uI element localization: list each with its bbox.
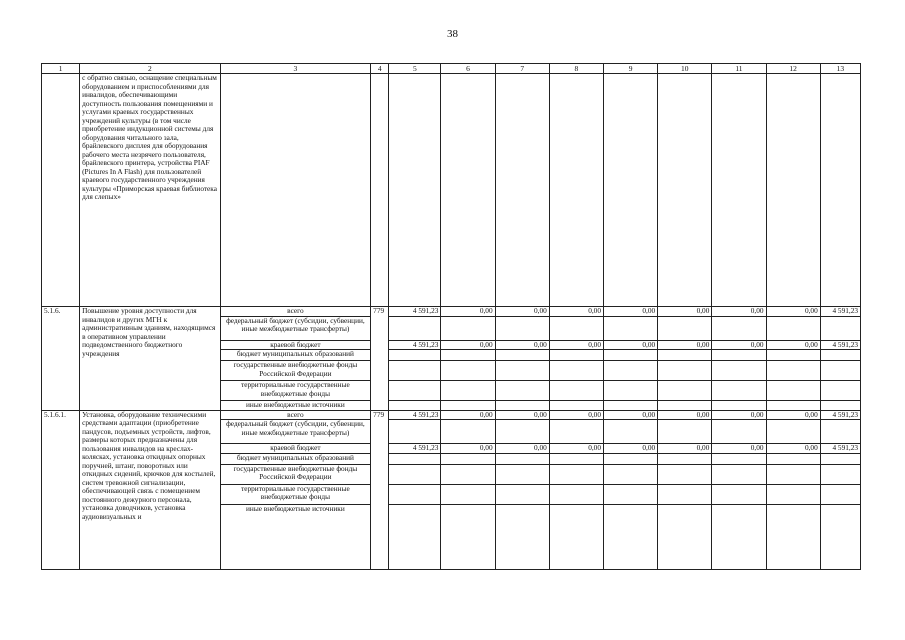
amount-cell	[712, 420, 766, 444]
amount-cell	[820, 381, 860, 401]
amount-cell	[820, 504, 860, 569]
amount-cell: 0,00	[603, 410, 657, 420]
amount-cell	[658, 350, 712, 361]
amount-cell	[549, 381, 603, 401]
amount-cell: 0,00	[441, 410, 495, 420]
amount-cell	[495, 401, 549, 411]
funding-source: краевой бюджет	[220, 340, 371, 350]
amount-cell	[441, 316, 495, 340]
amount-cell	[389, 381, 441, 401]
budget-table	[41, 63, 861, 570]
amount-cell	[389, 464, 441, 484]
header-cell: 6	[441, 64, 495, 74]
header-cell: 7	[495, 64, 549, 74]
amount-cell	[712, 464, 766, 484]
item-code: 5.1.6.1.	[42, 410, 80, 569]
amount-cell: 0,00	[658, 410, 712, 420]
amount-cell	[389, 401, 441, 411]
table-cell	[712, 74, 766, 307]
amount-cell	[549, 453, 603, 464]
amount-cell	[712, 453, 766, 464]
amount-cell: 0,00	[712, 340, 766, 350]
amount-cell: 0,00	[495, 340, 549, 350]
funding-source: федеральный бюджет (субсидии, субвенции, иные межбюджетные трансферты)	[220, 316, 371, 340]
amount-cell: 0,00	[549, 340, 603, 350]
item-code: 5.1.6.	[42, 307, 80, 411]
table-row	[42, 410, 861, 420]
amount-cell: 4 591,23	[820, 340, 860, 350]
amount-cell	[820, 453, 860, 464]
amount-cell	[766, 381, 820, 401]
amount-cell	[549, 316, 603, 340]
amount-cell	[820, 316, 860, 340]
amount-cell	[495, 420, 549, 444]
funding-source: всего	[220, 410, 371, 420]
amount-cell	[441, 484, 495, 504]
amount-cell	[549, 464, 603, 484]
header-cell: 3	[220, 64, 371, 74]
header-cell: 13	[820, 64, 860, 74]
amount-cell	[603, 361, 657, 381]
amount-cell	[441, 401, 495, 411]
amount-cell: 0,00	[712, 444, 766, 454]
amount-cell	[766, 361, 820, 381]
amount-cell	[495, 484, 549, 504]
amount-cell: 4 591,23	[389, 307, 441, 317]
funding-source: краевой бюджет	[220, 444, 371, 454]
amount-cell	[658, 504, 712, 569]
amount-cell	[603, 464, 657, 484]
item-title: Повышение уровня доступности для инвалидов и других МГН к административным зданиям, находящимся в оперативном управлении подведомственного бюджетного учреждения	[80, 307, 221, 411]
table-cell	[549, 74, 603, 307]
amount-cell: 0,00	[495, 410, 549, 420]
amount-cell	[389, 361, 441, 381]
amount-cell: 4 591,23	[820, 307, 860, 317]
amount-cell	[658, 484, 712, 504]
amount-cell	[766, 484, 820, 504]
amount-cell	[712, 350, 766, 361]
amount-cell: 0,00	[441, 340, 495, 350]
amount-cell	[603, 504, 657, 569]
amount-cell	[441, 420, 495, 444]
header-cell: 11	[712, 64, 766, 74]
header-cell: 1	[42, 64, 80, 74]
table-cell	[42, 74, 80, 307]
amount-cell	[603, 420, 657, 444]
funding-source: иные внебюджетные источники	[220, 401, 371, 411]
header-cell: 10	[658, 64, 712, 74]
amount-cell	[603, 484, 657, 504]
amount-cell	[549, 361, 603, 381]
amount-cell	[820, 464, 860, 484]
table-cell	[441, 74, 495, 307]
amount-cell	[389, 316, 441, 340]
amount-cell: 0,00	[603, 340, 657, 350]
table-cell	[495, 74, 549, 307]
amount-cell	[441, 464, 495, 484]
amount-cell: 4 591,23	[820, 410, 860, 420]
amount-cell	[495, 381, 549, 401]
amount-cell: 0,00	[766, 307, 820, 317]
amount-cell	[389, 420, 441, 444]
amount-cell: 0,00	[603, 307, 657, 317]
amount-cell	[766, 316, 820, 340]
funding-source: бюджет муниципальных образований	[220, 350, 371, 361]
table-cell	[389, 74, 441, 307]
amount-cell	[441, 504, 495, 569]
funding-source: федеральный бюджет (субсидии, субвенции, иные межбюджетные трансферты)	[220, 420, 371, 444]
amount-cell	[712, 504, 766, 569]
amount-cell	[549, 504, 603, 569]
amount-cell: 0,00	[658, 444, 712, 454]
amount-cell	[820, 361, 860, 381]
amount-cell	[389, 350, 441, 361]
amount-cell	[549, 420, 603, 444]
amount-cell: 4 591,23	[820, 444, 860, 454]
amount-cell	[441, 453, 495, 464]
header-cell: 9	[603, 64, 657, 74]
amount-cell	[603, 316, 657, 340]
funding-source: бюджет муниципальных образований	[220, 453, 371, 464]
funding-source: государственные внебюджетные фонды Российской Федерации	[220, 361, 371, 381]
header-row	[42, 64, 861, 74]
header-cell: 12	[766, 64, 820, 74]
amount-cell	[389, 453, 441, 464]
amount-cell: 4 591,23	[389, 410, 441, 420]
amount-cell	[603, 453, 657, 464]
amount-cell: 0,00	[766, 444, 820, 454]
amount-cell	[820, 420, 860, 444]
continued-row	[42, 74, 861, 307]
header-cell: 5	[389, 64, 441, 74]
column-4-code: 779	[371, 307, 389, 411]
table-cell	[766, 74, 820, 307]
amount-cell	[712, 484, 766, 504]
amount-cell	[766, 420, 820, 444]
amount-cell	[766, 350, 820, 361]
page-number: 38	[447, 28, 458, 40]
amount-cell	[712, 316, 766, 340]
amount-cell	[658, 361, 712, 381]
amount-cell: 0,00	[549, 307, 603, 317]
amount-cell: 4 591,23	[389, 444, 441, 454]
table-cell	[820, 74, 860, 307]
amount-cell	[603, 350, 657, 361]
amount-cell	[495, 504, 549, 569]
amount-cell: 0,00	[766, 410, 820, 420]
funding-source: территориальные государственные внебюджетные фонды	[220, 381, 371, 401]
amount-cell	[766, 401, 820, 411]
amount-cell	[712, 381, 766, 401]
amount-cell: 0,00	[495, 444, 549, 454]
amount-cell: 0,00	[441, 307, 495, 317]
amount-cell	[549, 350, 603, 361]
amount-cell: 0,00	[495, 307, 549, 317]
amount-cell	[389, 484, 441, 504]
amount-cell	[712, 361, 766, 381]
item-title: Установка, оборудование техническими средствами адаптации (приобретение пандусов, подъемных устройств, лифтов, размеры которых предназначены для пользования инвалидов на креслах-колясках, установка откидных опорных поручней, штанг, поворотных или откидных сидений, крючков для костылей, систем тревожной сигнализации, обеспечивающей связь с помещением постоянного дежурного персонала, установка доводчиков, установка аудиовизуальных и	[80, 410, 221, 569]
table-cell	[371, 74, 389, 307]
amount-cell	[495, 350, 549, 361]
amount-cell	[549, 401, 603, 411]
table-cell	[220, 74, 371, 307]
funding-source: территориальные государственные внебюджетные фонды	[220, 484, 371, 504]
continued-description: с обратно связью, оснащение специальным оборудованием и приспособлениями для инвалидов, обеспечивающими доступность пользования помещениями и услугами краевых государственных учреждений культуры (в том числе приобретение индукционной системы для оборудования читального зала, брайлевского дисплея для оборудования рабочего места незрячего пользователя, брайлевского принтера, устройства PIAF (Pictures In A Flash) для пользователей краевого государственного учреждения культуры «Приморская краевая библиотека для слепых»	[80, 74, 221, 307]
amount-cell	[441, 381, 495, 401]
funding-source: государственные внебюджетные фонды Российской Федерации	[220, 464, 371, 484]
amount-cell: 0,00	[441, 444, 495, 454]
amount-cell	[766, 504, 820, 569]
amount-cell	[712, 401, 766, 411]
amount-cell	[658, 464, 712, 484]
amount-cell: 0,00	[712, 307, 766, 317]
amount-cell	[495, 453, 549, 464]
header-cell: 4	[371, 64, 389, 74]
amount-cell: 0,00	[603, 444, 657, 454]
funding-source: иные внебюджетные источники	[220, 504, 371, 569]
amount-cell	[549, 484, 603, 504]
column-4-code: 779	[371, 410, 389, 569]
table-cell	[603, 74, 657, 307]
amount-cell	[441, 350, 495, 361]
amount-cell	[441, 361, 495, 381]
amount-cell	[658, 401, 712, 411]
amount-cell: 0,00	[658, 340, 712, 350]
amount-cell: 0,00	[549, 410, 603, 420]
amount-cell	[603, 381, 657, 401]
amount-cell	[658, 381, 712, 401]
amount-cell	[820, 350, 860, 361]
amount-cell: 0,00	[549, 444, 603, 454]
header-cell: 8	[549, 64, 603, 74]
amount-cell	[658, 316, 712, 340]
table-row	[42, 307, 861, 317]
amount-cell: 0,00	[658, 307, 712, 317]
amount-cell: 0,00	[712, 410, 766, 420]
amount-cell	[766, 464, 820, 484]
amount-cell	[495, 361, 549, 381]
amount-cell	[820, 401, 860, 411]
amount-cell	[603, 401, 657, 411]
amount-cell	[495, 464, 549, 484]
amount-cell	[658, 420, 712, 444]
amount-cell	[820, 484, 860, 504]
amount-cell	[495, 316, 549, 340]
amount-cell: 4 591,23	[389, 340, 441, 350]
header-cell: 2	[80, 64, 221, 74]
amount-cell	[389, 504, 441, 569]
funding-source: всего	[220, 307, 371, 317]
amount-cell	[658, 453, 712, 464]
table-cell	[658, 74, 712, 307]
amount-cell: 0,00	[766, 340, 820, 350]
amount-cell	[766, 453, 820, 464]
